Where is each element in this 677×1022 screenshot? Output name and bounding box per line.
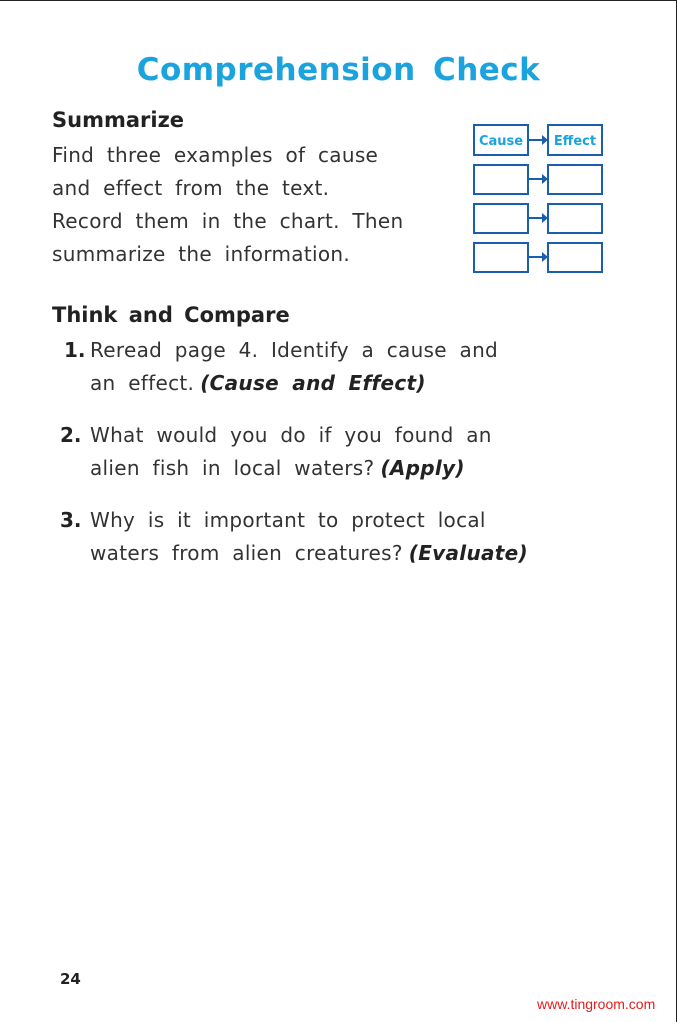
question-1-line-2 [90, 371, 426, 395]
question-1-text: an effect. [90, 371, 195, 395]
think-compare-heading: Think and Compare [52, 303, 290, 327]
effect-box [548, 165, 602, 194]
summary-line-2: and effect from the text. [52, 176, 330, 200]
effect-box [548, 204, 602, 233]
summarize-heading: Summarize [52, 108, 185, 132]
effect-label: Effect [553, 134, 597, 149]
cause-box [474, 204, 528, 233]
question-3-line-1: Why is it important to protect local [90, 508, 486, 532]
question-2-text: alien fish in local waters? [90, 456, 375, 480]
watermark-link[interactable]: www.tingroom.com [537, 996, 656, 1012]
question-3-line-2 [90, 541, 528, 565]
cause-box [474, 243, 528, 272]
effect-box [548, 243, 602, 272]
question-2-line-1: What would you do if you found an [90, 423, 492, 447]
page-title: Comprehension Check [136, 52, 541, 88]
cause-effect-chart [470, 122, 610, 277]
question-3-tag: (Evaluate) [408, 541, 528, 565]
page-number: 24 [60, 970, 81, 988]
summary-line-3: Record them in the chart. Then [52, 209, 404, 233]
question-2-tag: (Apply) [380, 456, 465, 480]
question-3-number: 3. [60, 508, 82, 532]
question-2-number: 2. [60, 423, 82, 447]
summary-line-1: Find three examples of cause [52, 143, 379, 167]
cause-box [474, 165, 528, 194]
question-1-line-1: Reread page 4. Identify a cause and [90, 338, 499, 362]
question-3-text: waters from alien creatures? [90, 541, 403, 565]
question-2-line-2 [90, 456, 465, 480]
summary-line-4: summarize the information. [52, 242, 351, 266]
question-1-number: 1. [64, 338, 86, 362]
question-1-tag: (Cause and Effect) [200, 371, 426, 395]
cause-label: Cause [478, 134, 524, 149]
